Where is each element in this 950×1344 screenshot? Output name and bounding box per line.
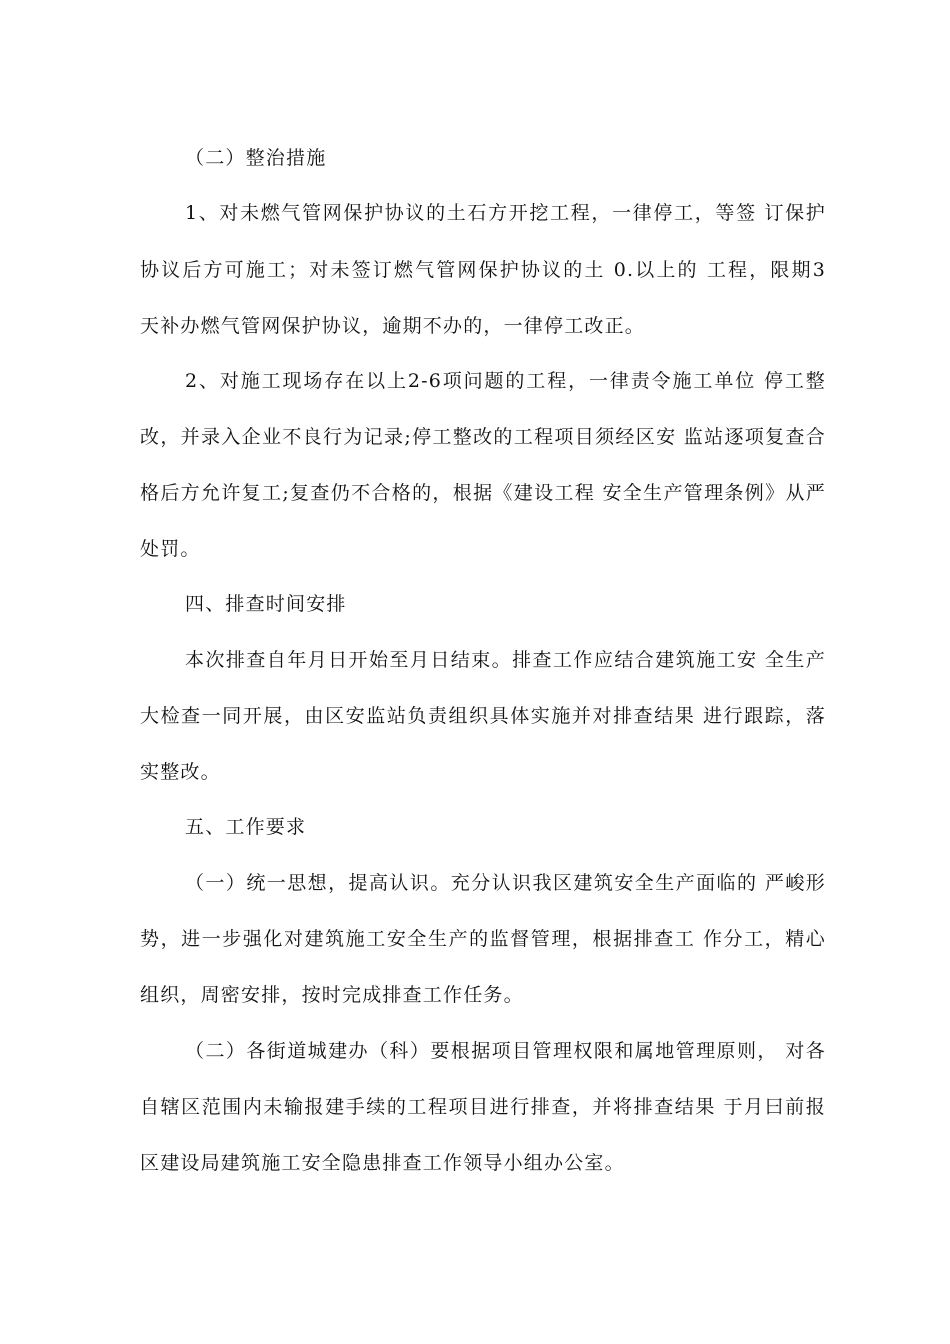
paragraph-line: 协议后方可施工；对未签订燃气管网保护协议的土 0.以上的 工程，限期3: [140, 259, 826, 281]
paragraph-line: 大检查一同开展，由区安监站负责组织具体实施并对排查结果 进行跟踪，落: [140, 705, 826, 727]
subheading-rectification-measures: （二）整治措施: [185, 147, 327, 169]
paragraph-line: （一）统一思想，提高认识。充分认识我区建筑安全生产面临的 严峻形: [185, 872, 826, 894]
heading-schedule: 四、排查时间安排: [185, 593, 347, 615]
paragraph-line: 天补办燃气管网保护协议，逾期不办的，一律停工改正。: [140, 315, 646, 337]
paragraph-line: 自辖区范围内未输报建手续的工程项目进行排查，并将排查结果 于月曰前报: [140, 1096, 826, 1118]
paragraph-line: 格后方允许复工;复查仍不合格的，根据《建设工程 安全生产管理条例》从严: [140, 482, 826, 504]
paragraph-line: 组织，周密安排，按时完成排查工作任务。: [140, 984, 524, 1006]
paragraph-line: 改，并录入企业不良行为记录;停工整改的工程项目须经区安 监站逐项复查合: [140, 426, 826, 448]
paragraph-line: 势，进一步强化对建筑施工安全生产的监督管理，根据排查工 作分工，精心: [140, 928, 826, 950]
paragraph-line: 本次排查自年月日开始至月日结束。排查工作应结合建筑施工安 全生产: [185, 649, 826, 671]
paragraph-line: 1、对未燃气管网保护协议的土石方开挖工程，一律停工，等签 订保护: [185, 202, 826, 224]
heading-work-requirements: 五、工作要求: [185, 816, 307, 838]
paragraph-line: （二）各街道城建办（科）要根据项目管理权限和属地管理原则， 对各: [185, 1040, 826, 1062]
paragraph-line: 实整改。: [140, 761, 221, 783]
paragraph-line: 2、对施工现场存在以上2-6项问题的工程，一律责令施工单位 停工整: [185, 370, 826, 392]
paragraph-line: 处罚。: [140, 538, 201, 560]
paragraph-line: 区建设局建筑施工安全隐患排查工作领导小组办公室。: [140, 1152, 625, 1174]
